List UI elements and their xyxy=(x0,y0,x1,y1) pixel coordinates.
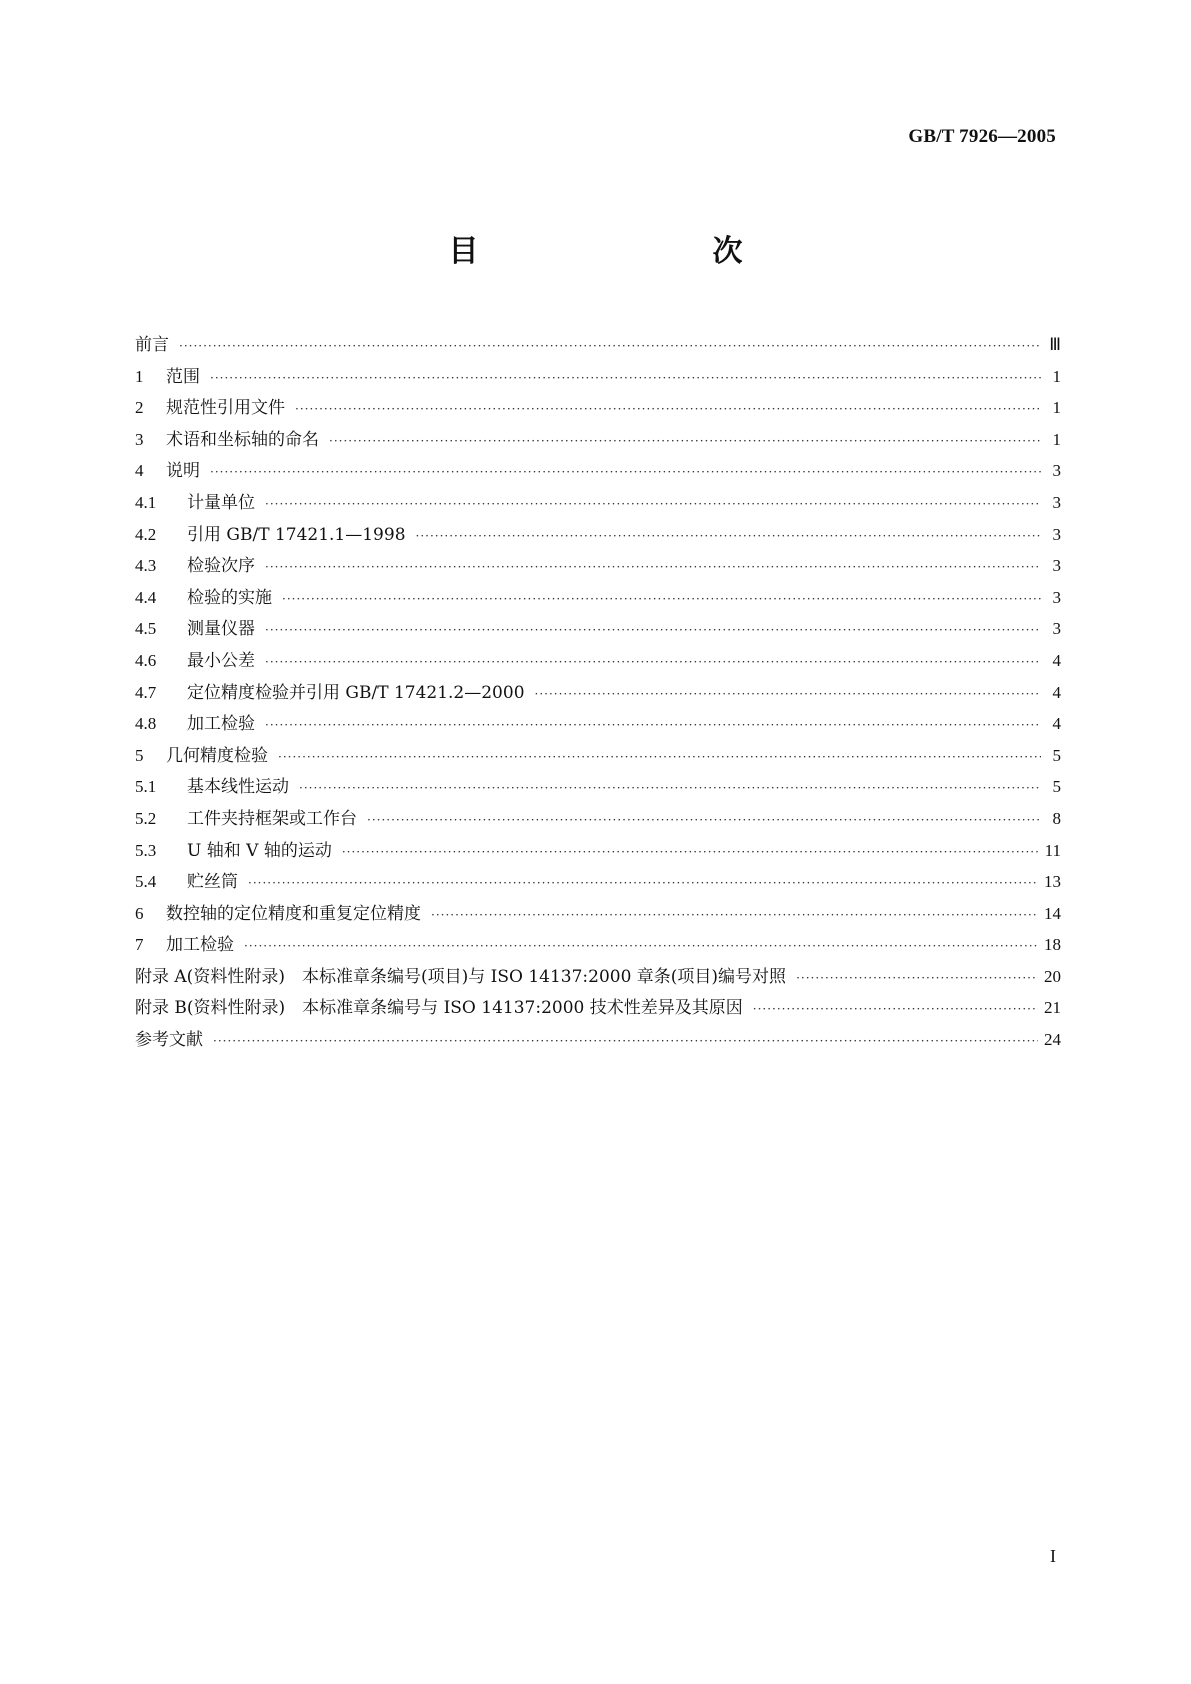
toc-entry-number: 3 xyxy=(135,429,144,449)
toc-entry-page: 5 xyxy=(1052,777,1061,797)
toc-entry-page: 3 xyxy=(1052,556,1061,576)
toc-entry[interactable] xyxy=(135,393,1061,425)
toc-entry[interactable] xyxy=(135,646,1061,678)
toc-entry-references[interactable] xyxy=(135,1025,1061,1057)
toc-entry-number: 4.6 xyxy=(135,650,157,670)
toc-entry-page: 3 xyxy=(1052,461,1061,481)
toc-entry-appendix-b[interactable] xyxy=(135,993,1061,1025)
toc-entry[interactable] xyxy=(135,456,1061,488)
toc-entry-page: 11 xyxy=(1044,840,1061,860)
toc-entry[interactable] xyxy=(135,741,1061,773)
dot-leader xyxy=(210,372,1041,384)
toc-entry-title: 数控轴的定位精度和重复定位精度 xyxy=(166,903,421,924)
toc-entry-page: 4 xyxy=(1052,682,1061,702)
toc-entry-page: 21 xyxy=(1044,998,1061,1018)
toc-entry[interactable] xyxy=(135,772,1061,804)
toc-entry-number: 4.7 xyxy=(135,682,157,702)
toc-entry-number: 4.2 xyxy=(135,524,157,544)
toc-entry-title: 几何精度检验 xyxy=(166,745,268,766)
dot-leader xyxy=(179,340,1041,352)
toc-entry-title: 测量仪器 xyxy=(187,619,255,640)
toc-entry-title: 附录 A(资料性附录) 本标准章条编号(项目)与 ISO 14137:2000 章条(项目)编号对照 xyxy=(135,966,787,987)
toc-entry-number: 4.3 xyxy=(135,556,157,576)
toc-entry[interactable] xyxy=(135,520,1061,552)
toc-entry-page: 1 xyxy=(1052,366,1061,386)
standard-code: GB/T 7926—2005 xyxy=(908,126,1056,147)
dot-leader xyxy=(431,909,1038,921)
dot-leader xyxy=(535,688,1041,700)
toc-entry[interactable] xyxy=(135,362,1061,394)
toc-entry-number: 4.8 xyxy=(135,714,157,734)
toc-entry-title: 规范性引用文件 xyxy=(166,398,285,419)
toc-entry-number: 6 xyxy=(135,903,144,923)
dot-leader xyxy=(282,593,1041,605)
toc-entry-number: 2 xyxy=(135,398,144,418)
toc-entry-title: 术语和坐标轴的命名 xyxy=(166,429,319,450)
toc-entry-page: 3 xyxy=(1052,492,1061,512)
toc-entry-title: 引用 GB/T 17421.1—1998 xyxy=(187,524,406,545)
toc-entry[interactable] xyxy=(135,804,1061,836)
toc-entry-page: 8 xyxy=(1052,808,1061,828)
toc-entry-number: 4.5 xyxy=(135,619,157,639)
dot-leader xyxy=(299,782,1041,794)
dot-leader xyxy=(213,1035,1038,1047)
toc-entry-title: 检验次序 xyxy=(187,556,255,577)
toc-entry-number: 1 xyxy=(135,366,144,386)
toc-entry-number: 5.3 xyxy=(135,840,157,860)
toc-entry-number: 5.1 xyxy=(135,777,157,797)
toc-entry-title: U 轴和 V 轴的运动 xyxy=(187,840,332,861)
toc-entry-page: 4 xyxy=(1052,650,1061,670)
toc-entry[interactable] xyxy=(135,551,1061,583)
dot-leader xyxy=(278,751,1041,763)
toc-entry-page: 20 xyxy=(1044,966,1061,986)
toc-entry[interactable] xyxy=(135,488,1061,520)
toc-entry-number: 7 xyxy=(135,935,144,955)
toc-entry-number: 5.4 xyxy=(135,872,157,892)
toc-entry-number: 4.4 xyxy=(135,587,157,607)
dot-leader xyxy=(265,561,1041,573)
toc-entry-number: 5.2 xyxy=(135,808,157,828)
toc-entry-title: 贮丝筒 xyxy=(187,872,238,893)
toc-entry-page: 13 xyxy=(1044,872,1061,892)
dot-leader xyxy=(329,435,1041,447)
toc-title: 目 次 xyxy=(448,234,801,269)
toc-entry[interactable] xyxy=(135,930,1061,962)
toc-entry-title: 前言 xyxy=(135,335,169,355)
toc-entry-page: 4 xyxy=(1052,714,1061,734)
toc-entry[interactable] xyxy=(135,836,1061,868)
toc-entry-appendix-a[interactable] xyxy=(135,962,1061,994)
toc-entry-title: 最小公差 xyxy=(187,650,255,671)
dot-leader xyxy=(416,530,1041,542)
dot-leader xyxy=(367,814,1041,826)
toc-entry-title: 工件夹持框架或工作台 xyxy=(187,808,357,829)
toc-entry[interactable] xyxy=(135,867,1061,899)
dot-leader xyxy=(248,877,1038,889)
toc-entry-title: 附录 B(资料性附录) 本标准章条编号与 ISO 14137:2000 技术性差异及其原因 xyxy=(135,998,743,1019)
toc-entry[interactable] xyxy=(135,899,1061,931)
dot-leader xyxy=(295,403,1041,415)
dot-leader xyxy=(342,846,1039,858)
dot-leader xyxy=(265,656,1041,668)
toc-entry-title: 加工检验 xyxy=(166,935,234,956)
toc-entry-page: 5 xyxy=(1052,745,1061,765)
toc-entry-title: 检验的实施 xyxy=(187,587,272,608)
toc-entry-title: 加工检验 xyxy=(187,714,255,735)
toc-entry-page: 14 xyxy=(1044,903,1061,923)
toc-entry[interactable] xyxy=(135,709,1061,741)
toc-entry-page: Ⅲ xyxy=(1049,335,1061,354)
dot-leader xyxy=(753,1003,1038,1015)
dot-leader xyxy=(265,498,1041,510)
toc-entry-page: 3 xyxy=(1052,524,1061,544)
toc-entry-number: 4.1 xyxy=(135,492,157,512)
dot-leader xyxy=(265,719,1041,731)
toc-entry-page: 18 xyxy=(1044,935,1061,955)
toc-entry[interactable] xyxy=(135,614,1061,646)
toc-entry-page: 1 xyxy=(1052,429,1061,449)
toc-entry-title: 基本线性运动 xyxy=(187,777,289,798)
toc-entry-number: 4 xyxy=(135,461,144,481)
toc-entry-title: 计量单位 xyxy=(187,492,255,513)
toc-entry-title: 范围 xyxy=(166,366,200,387)
toc-entry-title: 参考文献 xyxy=(135,1030,203,1051)
toc-entry-number: 5 xyxy=(135,745,144,765)
toc-entry-title: 定位精度检验并引用 GB/T 17421.2—2000 xyxy=(187,682,525,703)
toc-entry-preface[interactable] xyxy=(135,330,1061,362)
toc-entry-title: 说明 xyxy=(166,461,200,482)
page-number: I xyxy=(1050,1546,1056,1566)
toc-entry[interactable] xyxy=(135,678,1061,710)
dot-leader xyxy=(796,972,1038,984)
toc-entry-page: 24 xyxy=(1044,1030,1061,1050)
toc-entry-page: 3 xyxy=(1052,587,1061,607)
table-of-contents xyxy=(135,330,1061,1057)
dot-leader xyxy=(265,624,1041,636)
toc-entry[interactable] xyxy=(135,583,1061,615)
dot-leader xyxy=(210,466,1041,478)
dot-leader xyxy=(244,940,1038,952)
toc-entry-page: 3 xyxy=(1052,619,1061,639)
toc-entry[interactable] xyxy=(135,425,1061,457)
toc-entry-page: 1 xyxy=(1052,398,1061,418)
